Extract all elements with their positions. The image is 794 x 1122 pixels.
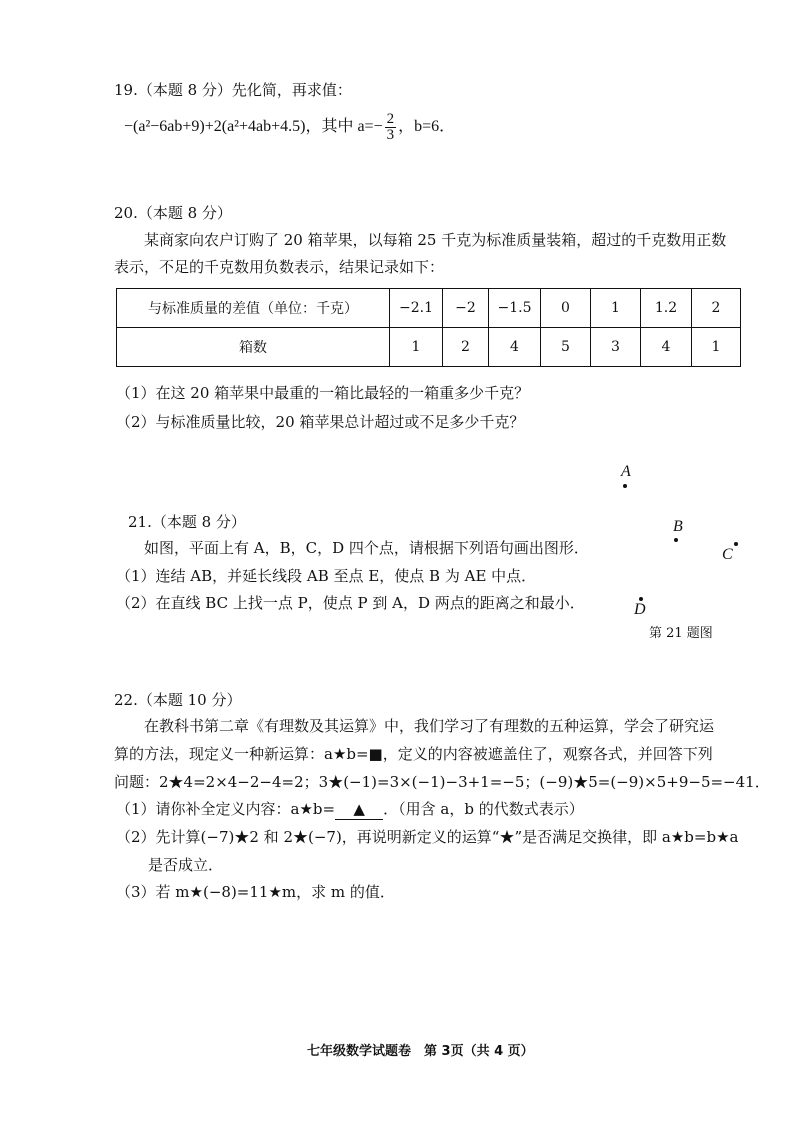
q19-expr-text: −(a²−6ab+9)+2(a²+4ab+4.5)，其中 a=− bbox=[124, 118, 383, 135]
q20-sub2: （2）与标准质量比较，20 箱苹果总计超过或不足多少千克？ bbox=[116, 413, 525, 431]
table-row bbox=[117, 289, 741, 328]
table-row bbox=[117, 328, 741, 367]
q19-frac-den: 3 bbox=[386, 126, 395, 143]
q20-line2: 表示，不足的千克数用负数表示，结果记录如下： bbox=[114, 258, 445, 276]
q19-heading: 19.（本题 8 分）先化简，再求值： bbox=[114, 81, 352, 99]
table-cell: 5 bbox=[541, 328, 591, 367]
table-cell: 1 bbox=[591, 289, 641, 328]
table-cell: −1.5 bbox=[489, 289, 541, 328]
table-cell: 3 bbox=[591, 328, 641, 367]
q21-line1: 如图，平面上有 A，B，C，D 四个点，请根据下列语句画出图形． bbox=[144, 539, 589, 557]
page-footer: 七年级数学试题卷 第 3页（共 4 页） bbox=[307, 1044, 534, 1059]
q22-line2: 算的方法，现定义一种新运算：a★b=■，定义的内容被遮盖住了，观察各式，并回答下列 bbox=[114, 745, 713, 763]
q19-expression bbox=[124, 110, 455, 144]
row2-label: 箱数 bbox=[117, 328, 390, 367]
table-cell: 0 bbox=[541, 289, 591, 328]
q22-sub2-cont: 是否成立． bbox=[148, 856, 224, 874]
figure-caption: 第 21 题图 bbox=[649, 626, 713, 641]
point-c-dot bbox=[734, 542, 738, 546]
q22-heading: 22.（本题 10 分） bbox=[114, 691, 242, 709]
row1-label: 与标准质量的差值（单位：千克） bbox=[117, 289, 390, 328]
q21-sub2: （2）在直线 BC 上找一点 P，使点 P 到 A，D 两点的距离之和最小． bbox=[116, 594, 585, 612]
table-cell: 1 bbox=[692, 328, 741, 367]
q21-heading: 21.（本题 8 分） bbox=[128, 513, 246, 531]
table-cell: −2 bbox=[443, 289, 489, 328]
q20-heading: 20.（本题 8 分） bbox=[114, 204, 232, 222]
point-a-dot bbox=[623, 484, 627, 488]
point-a-label: A bbox=[621, 463, 631, 480]
point-c-label: C bbox=[722, 546, 733, 563]
table-cell: 1 bbox=[390, 328, 443, 367]
table-cell: 2 bbox=[443, 328, 489, 367]
table-cell: 4 bbox=[641, 328, 692, 367]
q22-sub2: （2）先计算(−7)★2 和 2★(−7)，再说明新定义的运算“★”是否满足交换律，即 a★b=b★a bbox=[116, 828, 739, 846]
point-b-dot bbox=[674, 538, 678, 542]
q21-sub1: （1）连结 AB，并延长线段 AB 至点 E，使点 B 为 AE 中点． bbox=[116, 567, 537, 585]
q19-fraction bbox=[385, 112, 397, 143]
q22-sub1-tail: ．（用含 a，b 的代数式表示） bbox=[383, 800, 584, 818]
q22-sub1 bbox=[116, 799, 584, 820]
table-cell: −2.1 bbox=[390, 289, 443, 328]
q22-line3: 问题：2★4=2×4−2−4=2；3★(−1)=3×(−1)−3+1=−5；(−9)★5=(−9)×5+9−5=−41． bbox=[114, 773, 770, 791]
point-b-label: B bbox=[673, 518, 683, 535]
q22-sub1-text: （1）请你补全定义内容：a★b= bbox=[116, 800, 336, 818]
q19-expr-tail: ，b=6． bbox=[398, 118, 456, 135]
table-cell: 2 bbox=[692, 289, 741, 328]
q20-line1: 某商家向农户订购了 20 箱苹果，以每箱 25 千克为标准质量装箱，超过的千克数用正数 bbox=[144, 231, 727, 249]
table-cell: 1.2 bbox=[641, 289, 692, 328]
q22-line1: 在教科书第二章《有理数及其运算》中，我们学习了有理数的五种运算，学会了研究运 bbox=[144, 717, 715, 735]
answer-blank: ▲ bbox=[335, 799, 383, 820]
q19-frac-num: 2 bbox=[386, 110, 395, 127]
table-cell: 4 bbox=[489, 328, 541, 367]
point-d-label: D bbox=[634, 601, 646, 618]
q22-sub3: （3）若 m★(−8)=11★m，求 m 的值． bbox=[116, 883, 395, 901]
q20-data-table bbox=[116, 288, 741, 367]
q20-sub1: （1）在这 20 箱苹果中最重的一箱比最轻的一箱重多少千克？ bbox=[116, 384, 530, 402]
